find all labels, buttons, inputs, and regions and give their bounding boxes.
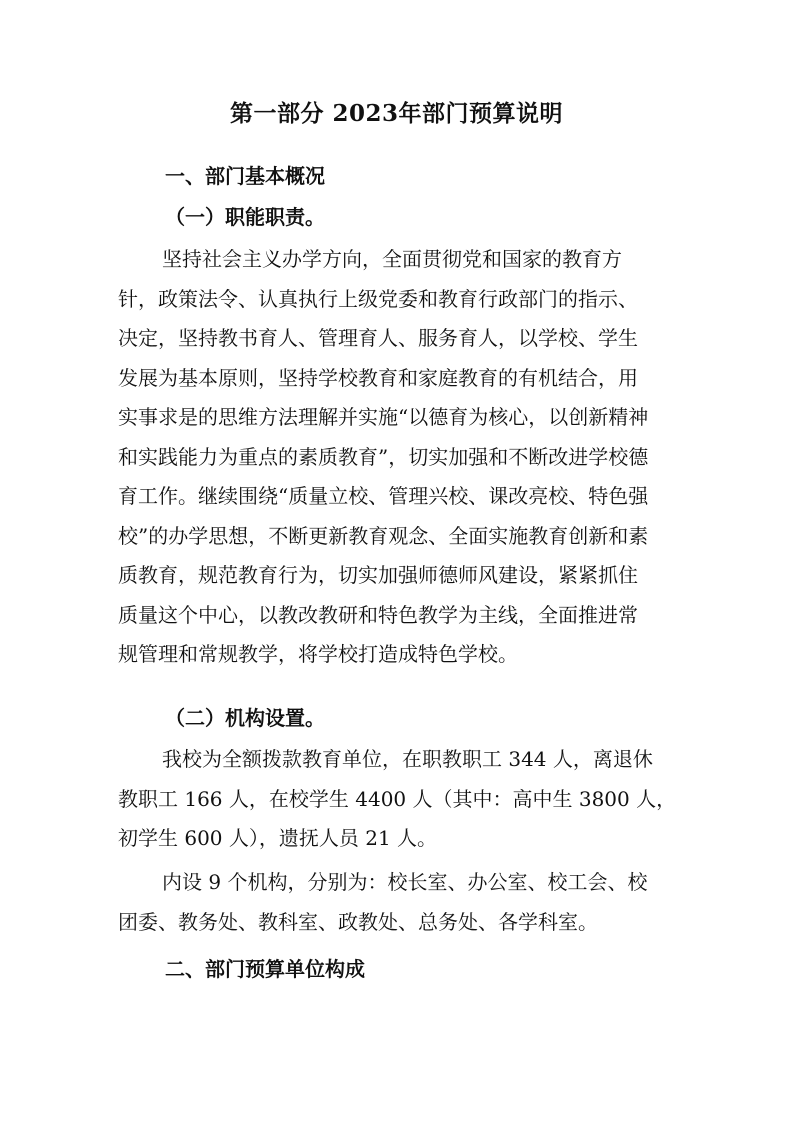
- subsection-heading-functions: （一）职能职责。: [165, 205, 325, 229]
- paragraph-line: 团委、教务处、教科室、政教处、总务处、各学科室。: [118, 909, 598, 934]
- paragraph-line: 质量这个中心，以教改教研和特色教学为主线，全面推进常: [118, 602, 638, 627]
- paragraph-line: 决定，坚持教书育人、管理育人、服务育人，以学校、学生: [118, 326, 638, 350]
- section-heading-units: 二、部门预算单位构成: [165, 957, 365, 981]
- paragraph-line: 发展为基本原则，坚持学校教育和家庭教育的有机结合，用: [118, 365, 638, 390]
- paragraph-staffing: [118, 740, 688, 859]
- paragraph-line: 质教育，规范教育行为，切实加强师德师风建设，紧紧抓住: [118, 563, 638, 587]
- paragraph-line: 我校为全额拨款教育单位，在职教职工 344 人，离退休: [162, 747, 653, 771]
- page-title: 第一部分 2023年部门预算说明: [229, 100, 564, 127]
- paragraph-functions: [118, 240, 688, 675]
- paragraph-line: 初学生 600 人），遗抚人员 21 人。: [118, 826, 438, 850]
- section-heading-overview: 一、部门基本概况: [165, 164, 325, 188]
- paragraph-line: 规管理和常规教学，将学校打造成特色学校。: [118, 642, 518, 666]
- paragraph-line: 实事求是的思维方法理解并实施“以德育为核心，以创新精神: [118, 405, 649, 429]
- paragraph-departments: [118, 863, 688, 942]
- subsection-heading-structure: （二）机构设置。: [165, 706, 325, 730]
- paragraph-line: 针，政策法令、认真执行上级党委和教育行政部门的指示、: [118, 286, 638, 311]
- paragraph-line: 内设 9 个机构，分别为：校长室、办公室、校工会、校: [162, 870, 648, 894]
- paragraph-line: 坚持社会主义办学方向，全面贯彻党和国家的教育方: [162, 247, 622, 271]
- paragraph-line: 育工作。继续围绕“质量立校、管理兴校、课改亮校、特色强: [118, 484, 649, 508]
- paragraph-line: 教职工 166 人，在校学生 4400 人（其中：高中生 3800 人，: [118, 786, 677, 811]
- paragraph-line: 和实践能力为重点的素质教育”，切实加强和不断改进学校德: [118, 444, 649, 469]
- paragraph-line: 校”的办学思想，不断更新教育观念、全面实施教育创新和素: [118, 523, 649, 548]
